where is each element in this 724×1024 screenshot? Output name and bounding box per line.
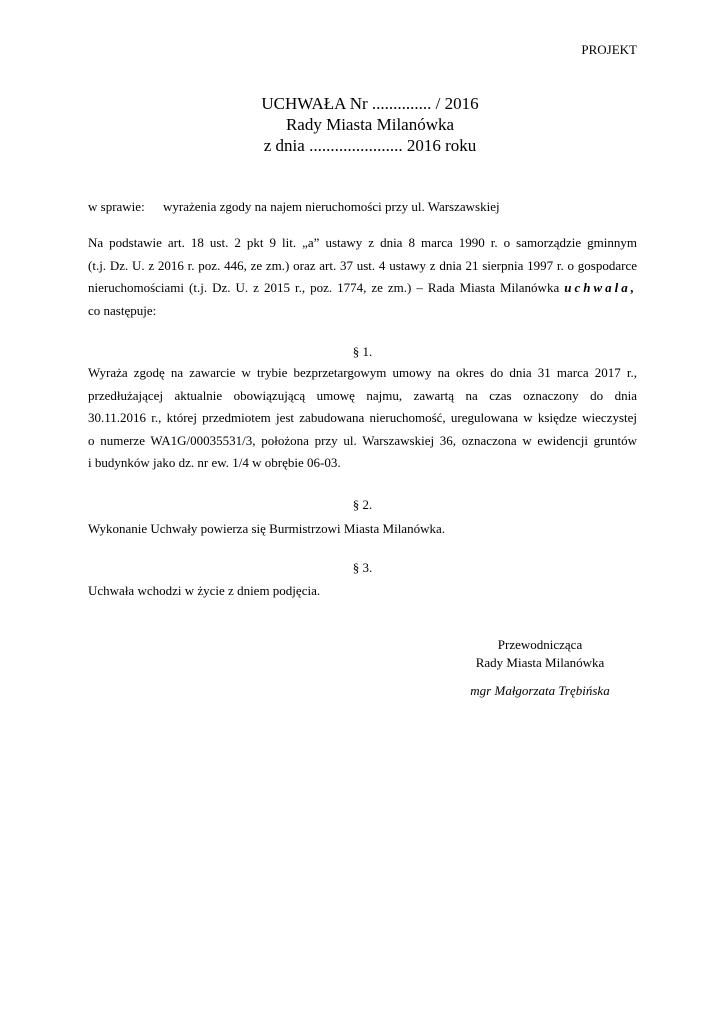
section-3-mark: § 3. bbox=[352, 560, 373, 575]
section-2-mark: § 2. bbox=[352, 497, 373, 512]
section-1-line-4: o numerze WA1G/00035531/3, położona przy ul. Warszawskiej 36, oznaczona w ewidencji gruntów bbox=[88, 432, 637, 448]
section-1-line-5: i budynków jako dz. nr ew. 1/4 w obrębie 06-03. bbox=[88, 455, 341, 471]
subject-line bbox=[88, 198, 500, 216]
signatory-title bbox=[440, 636, 640, 672]
signatory-name: mgr Małgorzata Trębińska bbox=[470, 683, 610, 698]
preamble-paragraph bbox=[88, 232, 637, 322]
preamble-line-1: Na podstawie art. 18 ust. 2 pkt 9 lit. „a” ustawy z dnia 8 marca 1990 r. o samorządzie gminnym bbox=[88, 235, 637, 250]
subject-text: wyrażenia zgody na najem nieruchomości przy ul. Warszawskiej bbox=[163, 199, 500, 214]
preamble-line-3-text: nieruchomościami (t.j. Dz. U. z 2015 r., poz. 1774, ze zm.) – Rada Miasta Milanówka bbox=[88, 280, 565, 296]
draft-status-label: PROJEKT bbox=[581, 42, 637, 57]
resolution-title bbox=[0, 93, 724, 156]
section-3-body: Uchwała wchodzi w życie z dniem podjęcia. bbox=[88, 583, 321, 598]
preamble-line-4: co następuje: bbox=[88, 302, 157, 318]
preamble-line-3 bbox=[88, 277, 637, 300]
section-1-line-3: 30.11.2016 r., której przedmiotem jest zabudowana nieruchomość, uregulowana w księdze wieczystej bbox=[88, 410, 637, 426]
resolution-number: UCHWAŁA Nr .............. / 2016 bbox=[261, 94, 479, 113]
section-1-mark: § 1. bbox=[352, 344, 373, 359]
preamble-line-2: (t.j. Dz. U. z 2016 r. poz. 446, ze zm.) oraz art. 37 ust. 4 ustawy z dnia 21 sierpnia 1997 r. o gospodarce bbox=[88, 257, 637, 273]
section-1-line-2: przedłużającej aktualnie obowiązującą umowę najmu, zawartą na czas oznaczony do dnia bbox=[88, 387, 637, 403]
signatory-body: Rady Miasta Milanówka bbox=[475, 655, 605, 670]
resolution-date: z dnia ...................... 2016 roku bbox=[263, 136, 477, 155]
section-1-line-1: Wyraża zgodę na zawarcie w trybie bezprzetargowym umowy na okres do dnia 31 marca 2017 r., bbox=[88, 365, 637, 380]
section-1-body bbox=[88, 362, 637, 475]
council-name: Rady Miasta Milanówka bbox=[285, 115, 455, 134]
enactment-word: uchwala, bbox=[564, 280, 637, 296]
subject-label: w sprawie: bbox=[88, 199, 145, 214]
signatory-role: Przewodnicząca bbox=[497, 637, 583, 652]
section-2-body: Wykonanie Uchwały powierza się Burmistrzowi Miasta Milanówka. bbox=[88, 521, 445, 536]
